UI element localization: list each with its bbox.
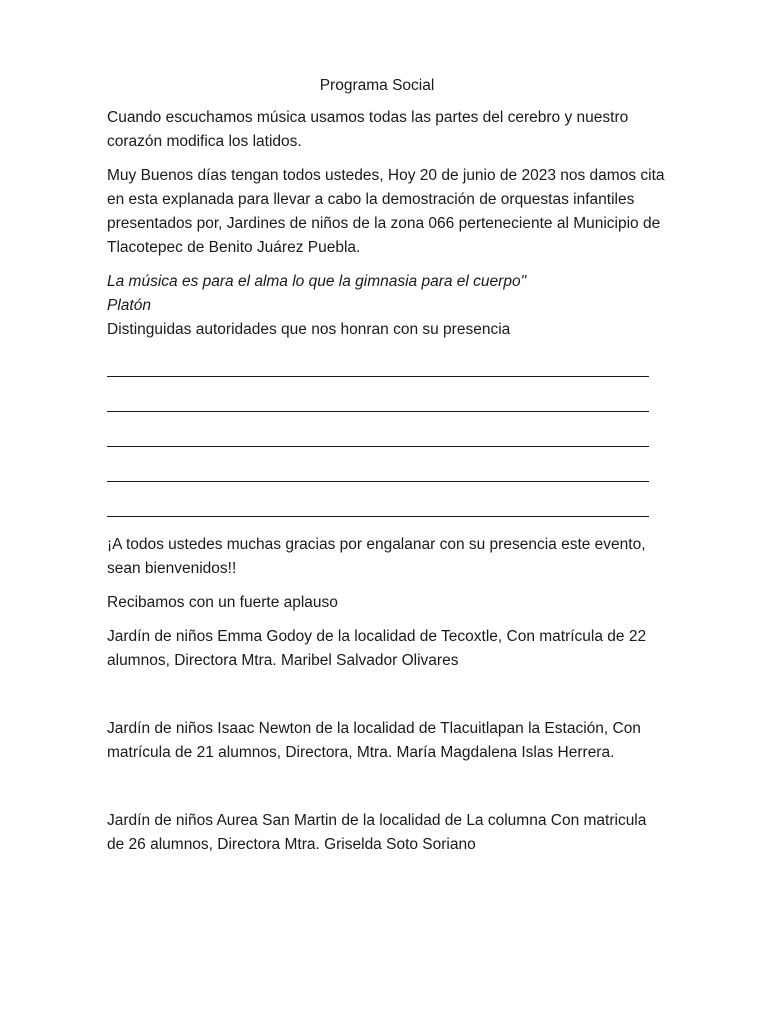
blank-line	[107, 488, 649, 517]
thanks-paragraph: ¡A todos ustedes muchas gracias por engalanar con su presencia este evento, sean bienvenidos!!	[107, 536, 646, 577]
blank-lines-group	[107, 348, 667, 517]
school-entry: Jardín de niños Emma Godoy de la localidad de Tecoxtle, Con matrícula de 22 alumnos, Directora Mtra. Maribel Salvador Olivares	[107, 628, 647, 669]
document-title: Programa Social	[319, 77, 435, 94]
authorities-line: Distinguidas autoridades que nos honran con su presencia	[107, 321, 511, 338]
quote-author: Platón	[107, 297, 151, 314]
applause-line: Recibamos con un fuerte aplauso	[107, 594, 338, 611]
document-body	[107, 74, 667, 901]
school-entry: Jardín de niños Aurea San Martin de la localidad de La columna Con matricula de 26 alumnos, Directora Mtra. Griselda Soto Soriano	[107, 812, 647, 853]
quote-text: La música es para el alma lo que la gimnasia para el cuerpo"	[107, 273, 527, 290]
blank-line	[107, 453, 649, 482]
blank-line	[107, 418, 649, 447]
blank-line	[107, 348, 649, 377]
intro-paragraph: Cuando escuchamos música usamos todas las partes del cerebro y nuestro corazón modifica los latidos.	[107, 109, 629, 150]
school-entry: Jardín de niños Isaac Newton de la localidad de Tlacuitlapan la Estación, Con matrícula de 21 alumnos, Directora, Mtra. María Magdalena Islas Herrera.	[107, 720, 641, 761]
blank-line	[107, 383, 649, 412]
welcome-paragraph: Muy Buenos días tengan todos ustedes, Hoy 20 de junio de 2023 nos damos cita en esta explanada para llevar a cabo la demostración de orquestas infantiles presentados por, Jardines de niños de la zona 066 perteneciente al Municipio de Tlacotepec de Benito Juárez Puebla.	[107, 167, 665, 256]
